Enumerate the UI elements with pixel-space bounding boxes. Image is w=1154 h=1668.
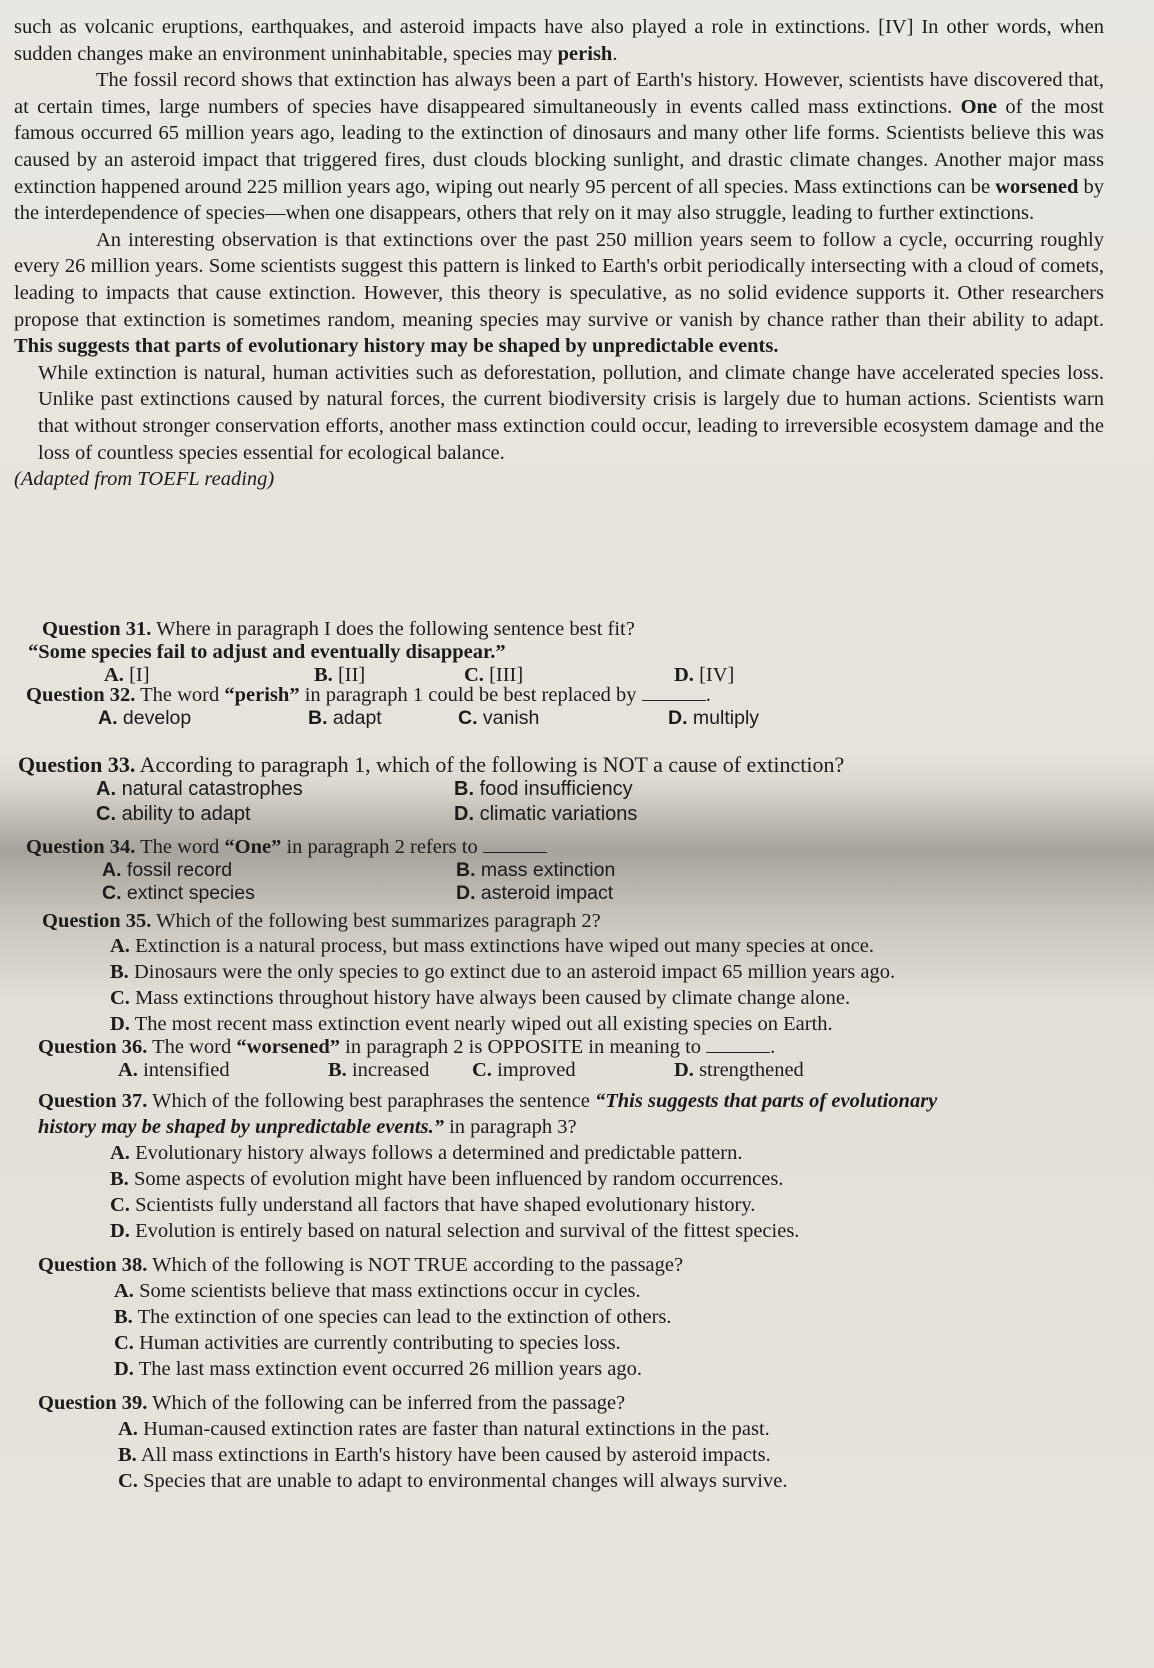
- q37-option-b[interactable]: B. Some aspects of evolution might have been influenced by random occurrences.: [110, 1168, 784, 1190]
- q36-option-b[interactable]: B. increased: [328, 1059, 430, 1081]
- q31-option-a[interactable]: A. [I]: [104, 664, 150, 686]
- q38-option-a[interactable]: A. Some scientists believe that mass extinctions occur in cycles.: [114, 1280, 641, 1302]
- question-36-options: [0, 1059, 1154, 1082]
- q31-option-c[interactable]: C. [III]: [464, 664, 524, 686]
- question-38: [0, 1252, 1154, 1382]
- paragraph-2: The fossil record shows that extinction has always been a part of Earth's history. However, scientists have discovered that, at certain times, large numbers of species have disappeared simultaneously in events called mass extinctions. One of the most famous occurred 65 million years ago, leading to the extinction of dinosaurs and many other life forms. Scientists believe this was caused by an asteroid impact that triggered fires, dust clouds blocking sunlight, and drastic climate changes. Another major mass extinction happened around 225 million years ago, wiping out nearly 95 percent of all species. Mass extinctions can be worsened by the interdependence of species—when one disappears, others that rely on it may also struggle, leading to further extinctions.: [14, 69, 1105, 225]
- answer-blank[interactable]: [483, 838, 547, 853]
- question-31-quote: “Some species fail to adjust and eventually disappear.”: [28, 641, 506, 663]
- question-34-prompt: Question 34. The word “One” in paragraph 2 refers to: [0, 836, 1154, 859]
- q32-option-d[interactable]: D. multiply: [668, 707, 760, 729]
- question-37-options: [0, 1140, 1154, 1244]
- q36-option-d[interactable]: D. strengthened: [674, 1059, 804, 1081]
- q37-option-c[interactable]: C. Scientists fully understand all factors that have shaped evolutionary history.: [110, 1194, 756, 1216]
- q33-option-d[interactable]: D. climatic variations: [454, 803, 638, 825]
- q32-option-c[interactable]: C. vanish: [458, 707, 540, 729]
- paragraph-1-tail: such as volcanic eruptions, earthquakes, and asteroid impacts have also played a role in extinctions. [IV] In other words, when sudden changes make an environment uninhabitable, species may perish.: [14, 16, 1104, 65]
- question-33-options: [0, 778, 1154, 826]
- question-39: [0, 1390, 1154, 1494]
- q32-option-a[interactable]: A. develop: [98, 707, 192, 729]
- q33-option-c[interactable]: C. ability to adapt: [96, 803, 251, 825]
- paragraph-3: An interesting observation is that extinctions over the past 250 million years seem to follow a cycle, occurring roughly every 26 million years. Some scientists suggest this pattern is linked to Earth's orbit periodically intersecting with a cloud of comets, leading to impacts that cause extinction. However, this theory is speculative, as no solid evidence supports it. Other researchers propose that extinction is sometimes random, meaning species may survive or vanish by chance rather than their ability to adapt. This suggests that parts of evolutionary history may be shaped by unpredictable events.: [14, 228, 1104, 358]
- question-34-options: [0, 859, 1154, 905]
- q31-option-b[interactable]: B. [II]: [314, 664, 366, 686]
- q38-option-c[interactable]: C. Human activities are currently contributing to species loss.: [114, 1332, 621, 1354]
- answer-blank[interactable]: [642, 686, 706, 701]
- question-36-prompt: Question 36. The word “worsened” in paragraph 2 is OPPOSITE in meaning to .: [38, 1036, 776, 1058]
- question-31-prompt: Question 31. Where in paragraph I does the following sentence best fit?: [42, 618, 635, 640]
- q35-option-d[interactable]: D. The most recent mass extinction event nearly wiped out all existing species on Earth.: [110, 1013, 833, 1035]
- q34-option-b[interactable]: B. mass extinction: [456, 859, 616, 881]
- q35-option-c[interactable]: C. Mass extinctions throughout history have always been caused by climate change alone.: [110, 987, 851, 1009]
- question-33: [0, 752, 1154, 826]
- question-31: [0, 618, 1154, 687]
- q39-option-a[interactable]: A. Human-caused extinction rates are faster than natural extinctions in the past.: [118, 1418, 770, 1440]
- q33-option-a[interactable]: A. natural catastrophes: [96, 778, 303, 800]
- q32-option-b[interactable]: B. adapt: [308, 707, 382, 729]
- source-citation: (Adapted from TOEFL reading): [14, 468, 275, 491]
- question-36: [0, 1036, 1154, 1082]
- q36-option-a[interactable]: A. intensified: [118, 1059, 230, 1081]
- q31-option-d[interactable]: D. [IV]: [674, 664, 735, 686]
- q36-option-c[interactable]: C. improved: [472, 1059, 576, 1081]
- question-35: [0, 910, 1154, 1037]
- q35-option-b[interactable]: B. Dinosaurs were the only species to go extinct due to an asteroid impact 65 million years ago.: [110, 961, 896, 983]
- question-35-options: [0, 933, 1154, 1037]
- q39-option-c[interactable]: C. Species that are unable to adapt to environmental changes will always survive.: [118, 1470, 788, 1492]
- question-38-prompt: Question 38. Which of the following is NOT TRUE according to the passage?: [38, 1254, 684, 1276]
- q33-option-b[interactable]: B. food insufficiency: [454, 778, 633, 800]
- answer-blank[interactable]: [706, 1038, 770, 1053]
- question-32-prompt: Question 32. The word “perish” in paragraph 1 could be best replaced by .: [26, 684, 711, 706]
- question-35-prompt: Question 35. Which of the following best summarizes paragraph 2?: [42, 910, 601, 932]
- q38-option-b[interactable]: B. The extinction of one species can lead to the extinction of others.: [114, 1306, 672, 1328]
- question-39-prompt: Question 39. Which of the following can be inferred from the passage?: [38, 1392, 626, 1414]
- q37-option-a[interactable]: A. Evolutionary history always follows a determined and predictable pattern.: [110, 1142, 743, 1164]
- question-37-prompt: Question 37. Which of the following best paraphrases the sentence “This suggests that parts of evolutionary history may be shaped by unpredictable events.” in paragraph 3?: [38, 1090, 938, 1138]
- question-34: [0, 836, 1154, 905]
- q39-option-b[interactable]: B. All mass extinctions in Earth's history have been caused by asteroid impacts.: [118, 1444, 771, 1466]
- question-32-options: [0, 707, 1154, 730]
- reading-passage: [14, 14, 1104, 493]
- q37-option-d[interactable]: D. Evolution is entirely based on natural selection and survival of the fittest species.: [110, 1220, 800, 1242]
- question-39-options: [0, 1416, 1154, 1494]
- paragraph-4: While extinction is natural, human activities such as deforestation, pollution, and climate change have accelerated species loss. Unlike past extinctions caused by natural forces, the current biodiversity crisis is largely due to human actions. Scientists warn that without stronger conservation efforts, another mass extinction could occur, leading to irreversible ecosystem damage and the loss of countless species essential for ecological balance.: [38, 361, 1104, 464]
- q38-option-d[interactable]: D. The last mass extinction event occurred 26 million years ago.: [114, 1358, 642, 1380]
- q34-option-c[interactable]: C. extinct species: [102, 882, 255, 904]
- q34-option-a[interactable]: A. fossil record: [102, 859, 233, 881]
- q34-option-d[interactable]: D. asteroid impact: [456, 882, 614, 904]
- question-37: [0, 1088, 1154, 1244]
- question-38-options: [0, 1278, 1154, 1382]
- question-33-prompt: Question 33. According to paragraph 1, which of the following is NOT a cause of extinction?: [18, 752, 845, 777]
- question-32: [0, 684, 1154, 730]
- q35-option-a[interactable]: A. Extinction is a natural process, but mass extinctions have wiped out many species at once.: [110, 935, 875, 957]
